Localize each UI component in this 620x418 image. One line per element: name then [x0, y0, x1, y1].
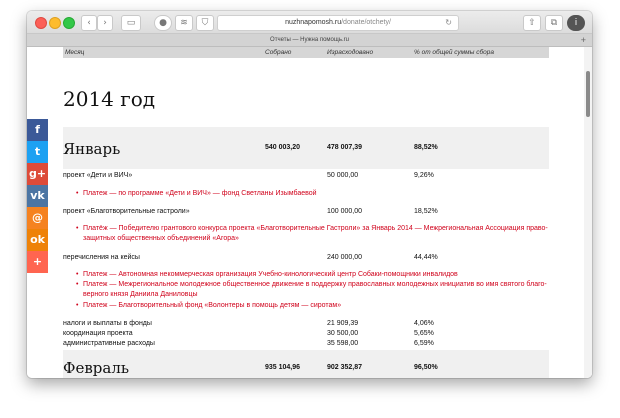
- expense-amount: 240 000,00: [327, 254, 363, 261]
- month-name: Февраль: [63, 359, 130, 377]
- payment-link[interactable]: [76, 270, 553, 279]
- payment-link-text[interactable]: Платеж — Межрегиональное молодежное общественное движение в поддержку православных молодежных инициатив во имя святого благо-: [83, 281, 547, 288]
- payment-link[interactable]: [76, 301, 553, 310]
- chevron-right-icon: ›: [103, 18, 107, 28]
- header-percent: % от общей суммы сбора: [414, 49, 494, 56]
- expense-label: проект «Дети и ВИЧ»: [63, 172, 133, 179]
- payment-link-text[interactable]: Платеж — Автономная некоммерческая организация Учебно-кинологический центр Собаки-помощники инвалидов: [83, 271, 458, 278]
- back-button[interactable]: [81, 15, 97, 31]
- sidebar-icon: ▭: [126, 18, 136, 28]
- downloads-button[interactable]: [567, 15, 585, 31]
- bullet-icon: •: [76, 302, 79, 309]
- year-heading: 2014 год: [63, 87, 156, 111]
- month-percent: 96,50%: [414, 364, 438, 371]
- expense-row: [63, 171, 549, 180]
- expense-label: административные расходы: [63, 340, 155, 347]
- reload-icon[interactable]: ↻: [445, 18, 452, 27]
- expense-row: [63, 329, 549, 338]
- expense-row: [63, 319, 549, 328]
- expense-percent: 44,44%: [414, 254, 438, 261]
- expense-amount: 100 000,00: [327, 208, 363, 215]
- payment-link-text[interactable]: Платеж — по программе «Дети и ВИЧ» — фонд Светланы Изымбаевой: [83, 190, 317, 197]
- tab-title[interactable]: Отчеты — Нужна помощь.ru: [270, 37, 349, 43]
- payment-link-text[interactable]: Платёж — Победителю грантового конкурса проекта «Благотворительные Гастроли» за Январь 2014 — Межрегиональная Ассоциация право-: [83, 225, 548, 232]
- scrollbar-thumb[interactable]: [586, 71, 590, 117]
- more-icon[interactable]: +: [27, 251, 48, 273]
- month-name: Январь: [63, 140, 121, 158]
- expense-row: [63, 339, 549, 348]
- new-tab-icon[interactable]: +: [580, 35, 586, 45]
- zoom-button[interactable]: [63, 17, 75, 29]
- expense-percent: 18,52%: [414, 208, 438, 215]
- social-share-bar: [27, 119, 48, 273]
- expense-percent: 6,59%: [414, 340, 434, 347]
- expense-row: [63, 253, 549, 262]
- forward-button[interactable]: [97, 15, 113, 31]
- expense-label: перечисления на кейсы: [63, 254, 140, 261]
- month-percent: 88,52%: [414, 144, 438, 151]
- expense-percent: 5,65%: [414, 330, 434, 337]
- payment-link-text[interactable]: защитных общественных объединений «Агора»: [83, 235, 239, 242]
- month-spent: 902 352,87: [327, 364, 363, 371]
- close-button[interactable]: [35, 17, 47, 29]
- month-spent: 478 007,39: [327, 144, 363, 151]
- facebook-icon[interactable]: f: [27, 119, 48, 141]
- expense-amount: 50 000,00: [327, 172, 359, 179]
- bullet-icon: •: [76, 225, 79, 232]
- expense-label: координация проекта: [63, 330, 133, 337]
- payment-link-text[interactable]: верного князя Даниила Даниловцы: [83, 291, 198, 298]
- expense-label: проект «Благотворительные гастроли»: [63, 208, 190, 215]
- payment-link[interactable]: [76, 224, 553, 233]
- month-collected: 935 104,96: [265, 364, 301, 371]
- expense-label: налоги и выплаты в фонды: [63, 320, 152, 327]
- layers-button[interactable]: [175, 15, 193, 31]
- address-bar[interactable]: [217, 15, 459, 31]
- expense-percent: 9,26%: [414, 172, 434, 179]
- bullet-icon: •: [76, 281, 79, 288]
- tab-bar: [27, 34, 592, 47]
- url-host: nuzhnapomosh.ru: [285, 19, 342, 26]
- payment-link-continued[interactable]: [83, 234, 553, 243]
- odnoklassniki-icon[interactable]: ok: [27, 229, 48, 251]
- expense-percent: 4,06%: [414, 320, 434, 327]
- month-collected: 540 003,20: [265, 144, 301, 151]
- expense-amount: 30 500,00: [327, 330, 359, 337]
- table-header: [63, 47, 549, 58]
- tabs-icon: ⧉: [550, 18, 558, 28]
- header-spent: Израсходовано: [327, 49, 374, 56]
- minimize-button[interactable]: [49, 17, 61, 29]
- bullet-icon: •: [76, 271, 79, 278]
- payment-link[interactable]: [76, 280, 553, 289]
- twitter-icon[interactable]: t: [27, 141, 48, 163]
- layers-icon: ≋: [180, 18, 188, 28]
- share-button[interactable]: [523, 15, 541, 31]
- expense-amount: 21 909,39: [327, 320, 359, 327]
- payment-link-continued[interactable]: [83, 290, 553, 299]
- shield-icon: ⛉: [201, 18, 209, 28]
- tabs-button[interactable]: [545, 15, 563, 31]
- payment-link[interactable]: [76, 189, 553, 198]
- extension-icon: ●: [159, 18, 167, 28]
- share-icon: ⇧: [528, 18, 536, 28]
- chevron-left-icon: ‹: [87, 18, 91, 28]
- page-content: [27, 47, 592, 378]
- expense-row: [63, 207, 549, 216]
- mail-icon[interactable]: @: [27, 207, 48, 229]
- title-bar: [27, 11, 592, 34]
- bullet-icon: •: [76, 190, 79, 197]
- download-icon: i: [574, 18, 578, 28]
- google-plus-icon[interactable]: g+: [27, 163, 48, 185]
- scrollbar[interactable]: [584, 47, 592, 378]
- shield-button[interactable]: [196, 15, 214, 31]
- month-row-january: [63, 127, 549, 169]
- vk-icon[interactable]: vk: [27, 185, 48, 207]
- payment-link-text[interactable]: Платеж — Благотворительный фонд «Волонтеры в помощь детям — сиротам»: [83, 302, 342, 309]
- month-row-february: [63, 350, 549, 378]
- extension-button[interactable]: [154, 15, 172, 31]
- browser-window: [27, 11, 592, 378]
- header-collected: Собрано: [265, 49, 292, 56]
- sidebar-button[interactable]: [121, 15, 141, 31]
- url-path: /donate/otchety/: [341, 19, 391, 26]
- expense-amount: 35 598,00: [327, 340, 359, 347]
- header-month: Месяц: [65, 49, 85, 56]
